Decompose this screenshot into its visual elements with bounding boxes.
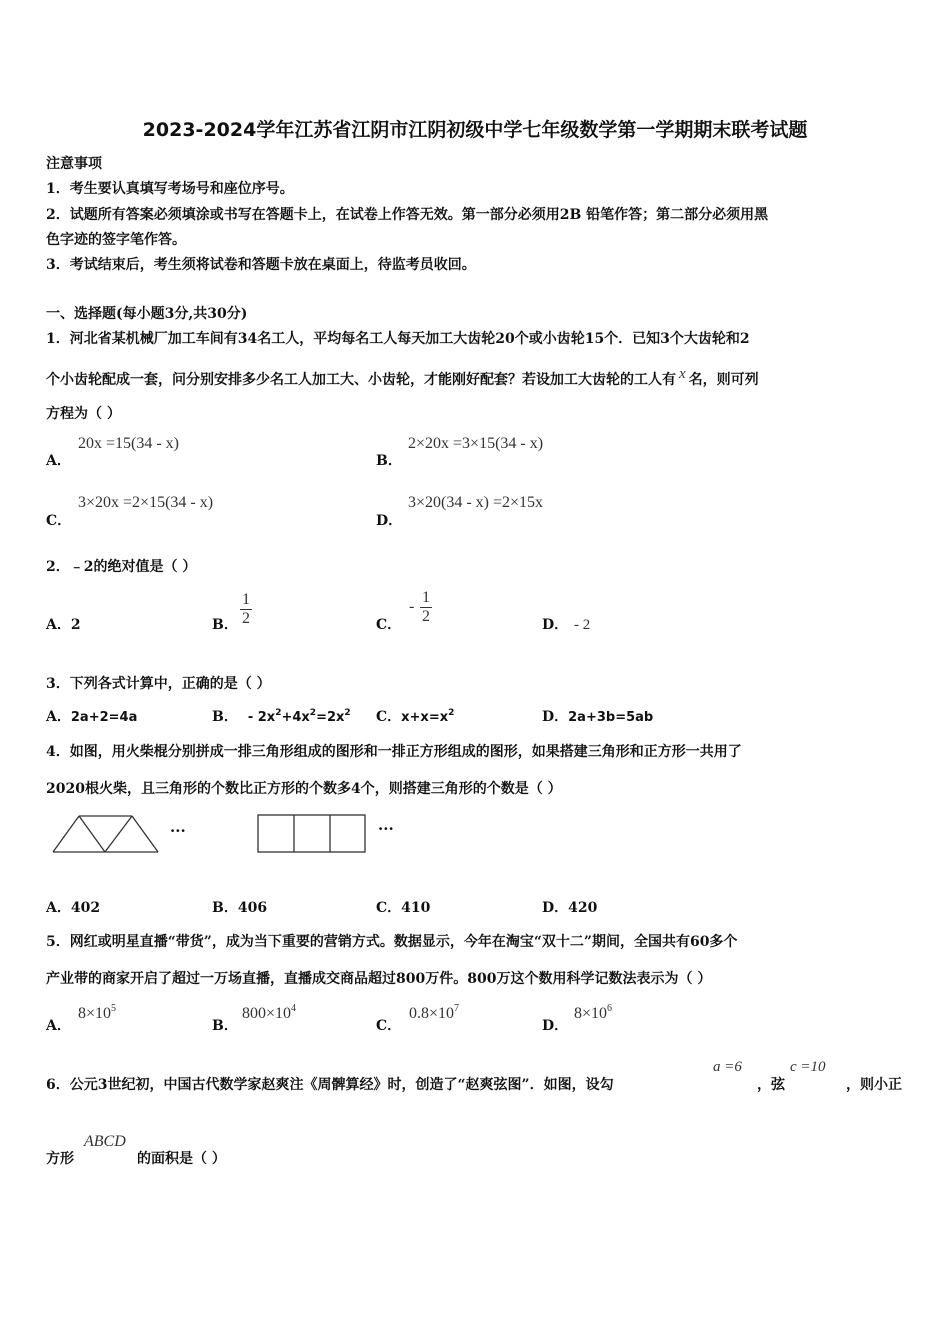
q3-option-d[interactable]: D．2a+3b=5ab (542, 709, 654, 725)
q2-option-b-label[interactable]: B． (212, 617, 238, 633)
q3-option-b[interactable]: B． - $2x^2+4x^2=2x^2$ (212, 708, 351, 725)
q4-ellipsis-1: ··· (170, 822, 186, 840)
q1-option-d[interactable]: 3×20(34 - x) =2×15x (408, 494, 544, 511)
q2-stem: 2．﹣2的绝对值是（ ） (46, 559, 197, 575)
q5-option-d[interactable]: $8\times 10^6$ (574, 1003, 613, 1022)
q2-option-d[interactable]: - 2 (574, 617, 591, 633)
q4-option-a[interactable]: A．402 (46, 900, 101, 916)
q5-option-a-label[interactable]: A． (46, 1018, 71, 1034)
q1-option-b[interactable]: 2×20x =3×15(34 - x) (408, 435, 544, 452)
notice-item-2-cont: 色字迹的签字笔作答。 (46, 232, 186, 248)
notice-item-1: 1．考生要认真填写考场号和座位序号。 (46, 181, 294, 197)
q6-expr-a: a =6 (713, 1059, 742, 1075)
q6-stem-line1-end: ，则小正 (846, 1077, 902, 1093)
q2-option-d-label[interactable]: D． (542, 617, 569, 633)
q2-option-a[interactable]: A．2 (46, 617, 81, 633)
q4-triangles-figure (48, 810, 168, 858)
q1-option-c[interactable]: 3×20x =2×15(34 - x) (78, 494, 214, 511)
q6-expr-c: c =10 (790, 1059, 826, 1075)
q1-option-b-label[interactable]: B． (376, 453, 402, 469)
q3-stem: 3．下列各式计算中，正确的是（ ） (46, 676, 271, 692)
q1-variable: x (679, 366, 686, 382)
q3-option-a[interactable]: A．2a+2=4a (46, 709, 138, 725)
q4-option-b[interactable]: B．406 (212, 900, 268, 916)
notice-item-2: 2．试题所有答案必须填涂或书写在答题卡上，在试卷上作答无效。第一部分必须用2B 铅笔作答；第二部分必须用黑 (46, 207, 769, 223)
q4-stem-line2: 2020根火柴，且三角形的个数比正方形的个数多4个，则搭建三角形的个数是（ ） (46, 781, 562, 797)
q1-stem-line2: 个小齿轮配成一套，问分别安排多少名工人加工大、小齿轮，才能刚好配套？若设加工大齿轮的工人有 x 名，则可列 (46, 366, 759, 388)
q5-option-d-label[interactable]: D． (542, 1018, 569, 1034)
q5-stem-line2: 产业带的商家开启了超过一万场直播，直播成交商品超过800万件。800万这个数用科学记数法表示为（ ） (46, 971, 712, 987)
q6-stem-line1: 6．公元3世纪初，中国古代数学家赵爽注《周髀算经》时，创造了“赵爽弦图”．如图，设勾 (46, 1077, 614, 1093)
page-title: 2023-2024学年江苏省江阴市江阴初级中学七年级数学第一学期期末联考试题 (142, 119, 808, 141)
section-heading: 一、选择题(每小题3分,共30分) (46, 306, 248, 322)
q1-stem-line1: 1．河北省某机械厂加工车间有34名工人，平均每名工人每天加工大齿轮20个或小齿轮15个．已知3个大齿轮和2 (46, 331, 750, 347)
q5-option-c-label[interactable]: C． (376, 1018, 402, 1034)
q2-option-b-fraction[interactable]: $\frac{1}{2}$ (242, 591, 250, 627)
q5-stem-line1: 5．网红或明星直播“带货”，成为当下重要的营销方式。数据显示，今年在淘宝“双十二”期间，全国共有60多个 (46, 934, 738, 950)
q4-option-c[interactable]: C．410 (376, 900, 431, 916)
q4-stem-line1: 4．如图，用火柴棍分别拼成一排三角形组成的图形和一排正方形组成的图形，如果搭建三角形和正方形一共用了 (46, 744, 742, 760)
q6-stem-line2: 方形 (46, 1151, 74, 1167)
q6-stem-chord: ，弦 (757, 1077, 785, 1093)
q5-option-c[interactable]: $0.8\times 10^7$ (409, 1003, 460, 1022)
q2-option-c-label[interactable]: C． (376, 617, 402, 633)
q1-stem-line3: 方程为（ ） (46, 406, 121, 422)
q1-option-a[interactable]: 20x =15(34 - x) (78, 435, 180, 452)
q6-stem-line2-end: 的面积是（ ） (137, 1151, 226, 1167)
q4-ellipsis-2: ··· (378, 820, 394, 838)
q5-option-b[interactable]: $800\times 10^4$ (242, 1003, 297, 1022)
q2-option-c-fraction[interactable]: $\frac{1}{2}$ (422, 589, 430, 625)
notice-heading: 注意事项 (46, 156, 102, 172)
notice-item-3: 3．考试结束后，考生须将试卷和答题卡放在桌面上，待监考员收回。 (46, 257, 476, 273)
q1-option-d-label[interactable]: D． (376, 513, 403, 529)
q2-option-c-sign[interactable]: - (409, 598, 415, 615)
q5-option-b-label[interactable]: B． (212, 1018, 238, 1034)
q1-option-c-label[interactable]: C． (46, 513, 72, 529)
q6-square-name: ABCD (84, 1133, 126, 1150)
q4-option-d[interactable]: D．420 (542, 900, 598, 916)
q3-option-c[interactable]: C．$x+x=x^2$ (376, 708, 455, 725)
q5-option-a[interactable]: $8\times 10^5$ (78, 1003, 117, 1022)
q1-option-a-label[interactable]: A． (46, 453, 71, 469)
q4-squares-figure (256, 813, 368, 855)
